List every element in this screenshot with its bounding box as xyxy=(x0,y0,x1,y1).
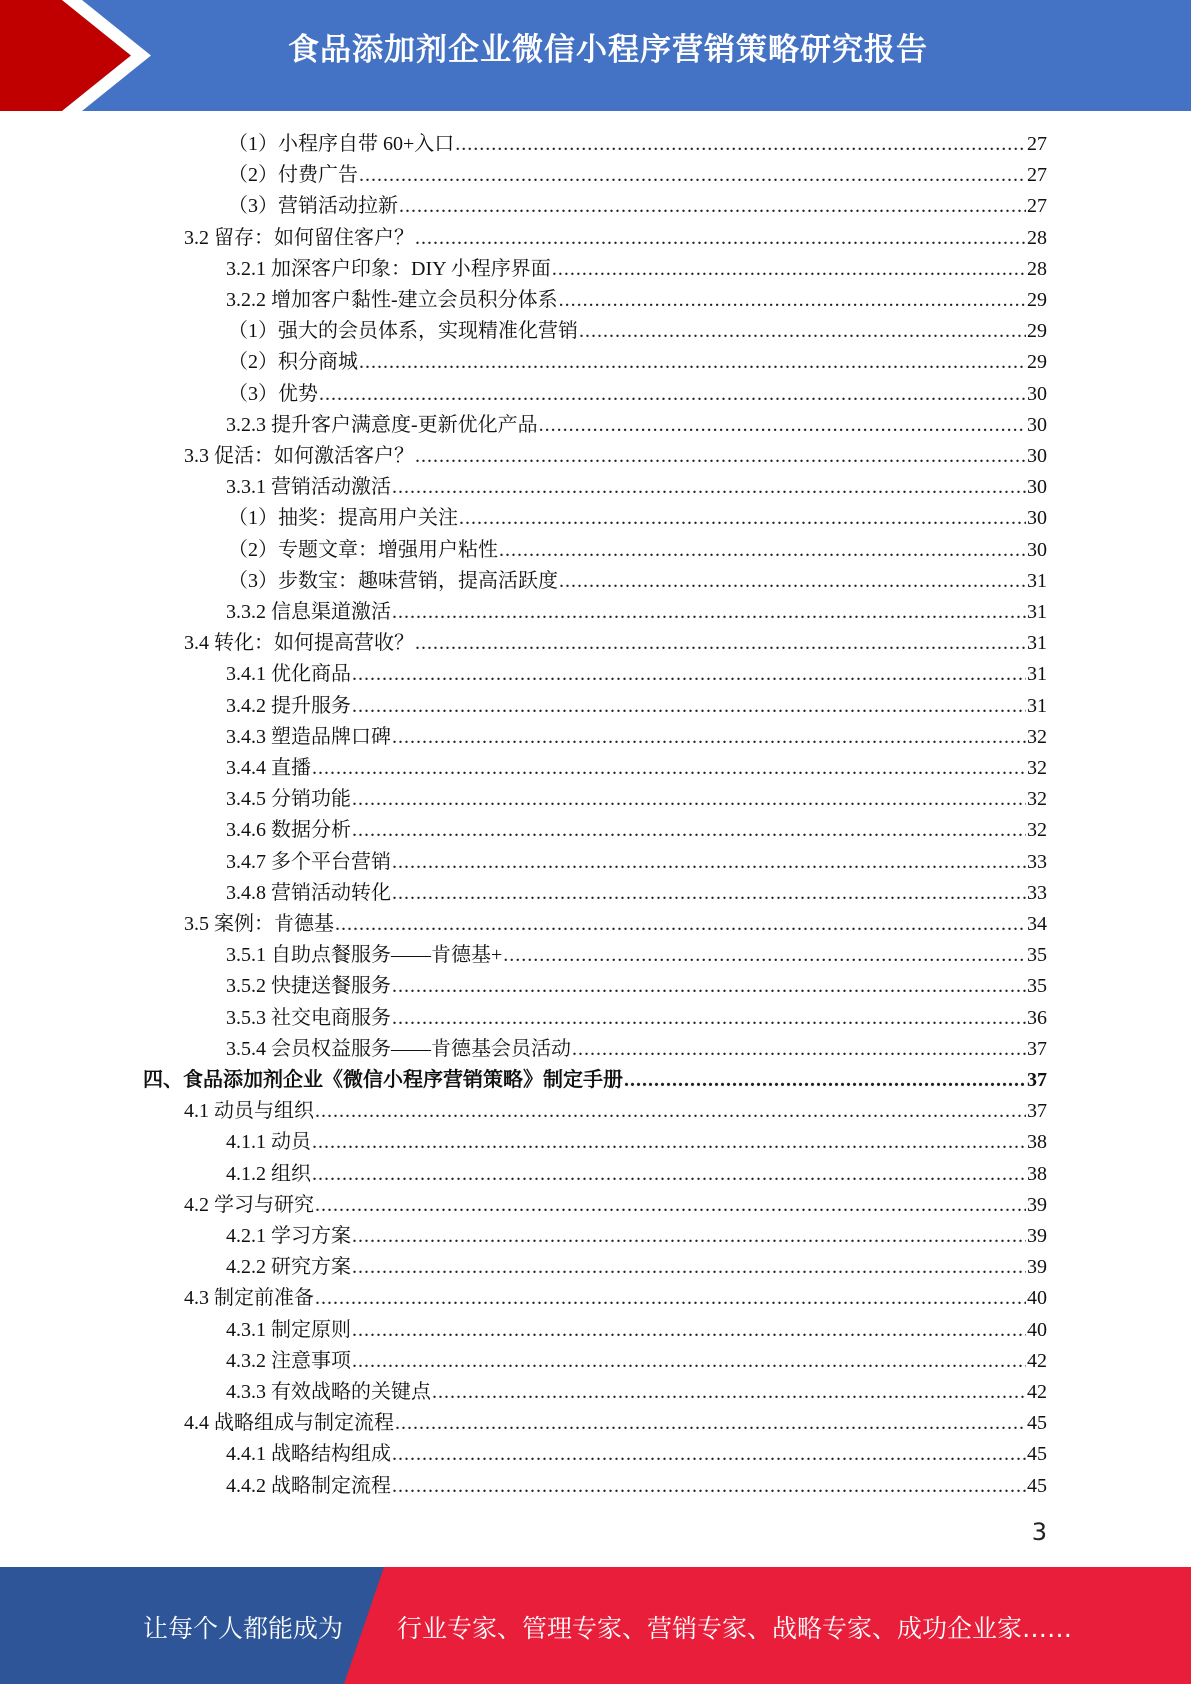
toc-entry[interactable] xyxy=(226,751,1047,782)
toc-entry-page: 30 xyxy=(1027,382,1047,405)
toc-leader-dots xyxy=(503,944,1026,967)
toc-entry-page: 31 xyxy=(1027,601,1047,623)
toc-leader-dots xyxy=(552,258,1026,281)
toc-entry-page: 29 xyxy=(1027,320,1047,343)
toc-entry-page: 27 xyxy=(1027,133,1047,155)
toc-entry-page: 29 xyxy=(1027,351,1047,374)
toc-entry-label: （2）付费广告 xyxy=(228,164,358,187)
toc-entry-label: 3.4.8 营销活动转化 xyxy=(226,881,391,904)
toc-entry-label: 3.5.2 快捷送餐服务 xyxy=(226,975,391,998)
toc-entry-label: 3.4.5 分销功能 xyxy=(226,788,351,811)
toc-entry-label: （1）强大的会员体系，实现精准化营销 xyxy=(228,320,578,343)
toc-entry[interactable] xyxy=(226,1469,1047,1500)
toc-entry-page: 42 xyxy=(1027,1381,1047,1403)
toc-entry[interactable] xyxy=(226,969,1047,1000)
toc-entry-label: 3.4.7 多个平台营销 xyxy=(226,850,391,873)
toc-entry-label: 3.4 转化：如何提高营收？ xyxy=(184,632,414,655)
toc-leader-dots xyxy=(315,1100,1026,1123)
toc-entry-page: 30 xyxy=(1027,476,1047,499)
toc-entry[interactable] xyxy=(184,626,1047,657)
toc-entry[interactable] xyxy=(226,252,1047,283)
toc-entry[interactable] xyxy=(226,1001,1047,1032)
toc-entry[interactable] xyxy=(226,1437,1047,1468)
report-title: 食品添加剂企业微信小程序营销策略研究报告 xyxy=(288,32,928,68)
toc-entry-page: 39 xyxy=(1027,1256,1047,1279)
toc-entry-page: 30 xyxy=(1027,538,1047,561)
toc-entry-page: 39 xyxy=(1027,1225,1047,1247)
page-header xyxy=(0,0,1191,111)
toc-entry-label: （1）小程序自带 60+入口 xyxy=(228,133,455,155)
toc-leader-dots xyxy=(415,632,1026,655)
toc-entry-page: 40 xyxy=(1027,1318,1047,1341)
toc-leader-dots xyxy=(312,1131,1026,1154)
toc-entry-page: 35 xyxy=(1027,944,1047,967)
toc-entry-page: 30 xyxy=(1027,445,1047,467)
toc-leader-dots xyxy=(319,383,1026,406)
toc-entry-label: （3）营销活动拉新 xyxy=(228,195,398,218)
toc-entry-page: 35 xyxy=(1027,975,1047,998)
toc-entry[interactable] xyxy=(226,595,1047,626)
toc-leader-dots xyxy=(499,539,1026,562)
toc-entry-label: 3.5.4 会员权益服务——肯德基会员活动 xyxy=(226,1037,571,1060)
toc-entry-page: 45 xyxy=(1027,1412,1047,1435)
toc-entry-page: 30 xyxy=(1027,507,1047,530)
toc-entry[interactable] xyxy=(226,813,1047,844)
toc-leader-dots xyxy=(312,1163,1026,1186)
toc-entry[interactable] xyxy=(226,657,1047,688)
toc-entry-label: 3.2 留存：如何留住客户？ xyxy=(184,226,414,249)
toc-entry-label: 3.3.1 营销活动激活 xyxy=(226,476,391,499)
toc-entry[interactable] xyxy=(184,1281,1047,1312)
toc-entry-label: （3）步数宝：趣味营销，提高活跃度 xyxy=(228,569,558,592)
toc-leader-dots xyxy=(455,133,1026,156)
toc-leader-dots xyxy=(572,1038,1026,1061)
toc-entry[interactable] xyxy=(226,876,1047,907)
toc-entry-label: （2）专题文章：增强用户粘性 xyxy=(228,538,498,561)
toc-entry[interactable] xyxy=(226,845,1047,876)
page-footer xyxy=(0,1567,1191,1684)
toc-entry-label: （2）积分商城 xyxy=(228,351,358,374)
toc-leader-dots xyxy=(315,1287,1026,1310)
toc-entry-label: 4.2.1 学习方案 xyxy=(226,1225,351,1247)
toc-leader-dots xyxy=(392,1475,1026,1498)
toc-entry[interactable] xyxy=(226,720,1047,751)
toc-entry-label: 4.1.2 组织 xyxy=(226,1162,311,1185)
toc-leader-dots xyxy=(624,1069,1026,1092)
toc-entry[interactable] xyxy=(226,782,1047,813)
toc-entry[interactable] xyxy=(226,1157,1047,1188)
toc-entry-label: （1）抽奖：提高用户关注 xyxy=(228,507,458,530)
toc-entry-page: 31 xyxy=(1027,663,1047,686)
toc-entry[interactable] xyxy=(184,1094,1047,1125)
toc-entry-page: 32 xyxy=(1027,819,1047,842)
toc-entry[interactable] xyxy=(226,1219,1047,1250)
toc-entry-page: 45 xyxy=(1027,1443,1047,1466)
toc-entry-page: 29 xyxy=(1027,289,1047,311)
toc-entry-page: 31 xyxy=(1027,694,1047,717)
toc-leader-dots xyxy=(392,851,1026,874)
toc-entry-page: 27 xyxy=(1027,164,1047,187)
toc-leader-dots xyxy=(359,164,1026,187)
toc-entry-page: 34 xyxy=(1027,913,1047,935)
toc-entry[interactable] xyxy=(226,408,1047,439)
toc-entry[interactable] xyxy=(228,314,1047,345)
toc-entry[interactable] xyxy=(228,501,1047,532)
toc-leader-dots xyxy=(539,414,1026,437)
toc-entry-page: 42 xyxy=(1027,1349,1047,1372)
toc-entry-page: 28 xyxy=(1027,257,1047,280)
toc-entry[interactable] xyxy=(228,345,1047,376)
toc-leader-dots xyxy=(392,1007,1026,1030)
toc-entry[interactable] xyxy=(228,377,1047,408)
toc-entry[interactable] xyxy=(226,689,1047,720)
toc-entry-page: 32 xyxy=(1027,757,1047,779)
toc-entry-page: 37 xyxy=(1027,1100,1047,1123)
toc-entry[interactable] xyxy=(226,283,1047,314)
toc-entry[interactable] xyxy=(228,158,1047,189)
toc-leader-dots xyxy=(392,476,1026,499)
toc-entry-label: 3.3.2 信息渠道激活 xyxy=(226,601,391,623)
toc-entry-label: 4.3 制定前准备 xyxy=(184,1287,314,1310)
toc-entry-label: 4.2 学习与研究 xyxy=(184,1193,314,1216)
toc-entry[interactable] xyxy=(184,907,1047,938)
toc-leader-dots xyxy=(579,320,1026,343)
toc-entry-page: 28 xyxy=(1027,226,1047,249)
toc-entry[interactable] xyxy=(143,1063,1047,1094)
footer-tagline: 行业专家、管理专家、营销专家、战略专家、成功企业家…… xyxy=(397,1614,1073,1643)
page-number: 3 xyxy=(1031,1518,1047,1546)
toc-entry-page: 32 xyxy=(1027,725,1047,748)
toc-entry[interactable] xyxy=(226,1032,1047,1063)
toc-entry-label: 四、食品添加剂企业《微信小程序营销策略》制定手册 xyxy=(143,1069,623,1091)
toc-entry[interactable] xyxy=(184,221,1047,252)
toc-entry-label: 3.2.1 加深客户印象：DIY 小程序界面 xyxy=(226,257,551,280)
toc-entry-label: 4.4 战略组成与制定流程 xyxy=(184,1412,394,1435)
toc-entry[interactable] xyxy=(228,127,1047,158)
toc-entry-page: 38 xyxy=(1027,1131,1047,1154)
toc-entry-label: 4.4.1 战略结构组成 xyxy=(226,1443,391,1466)
footer-slogan: 让每个人都能成为 xyxy=(143,1614,344,1643)
toc-leader-dots xyxy=(392,882,1026,905)
toc-entry[interactable] xyxy=(184,439,1047,470)
toc-leader-dots xyxy=(312,757,1026,780)
toc-entry-label: 4.3.2 注意事项 xyxy=(226,1349,351,1372)
toc-entry-page: 27 xyxy=(1027,195,1047,218)
toc-entry-label: 4.3.1 制定原则 xyxy=(226,1318,351,1341)
toc-entry-label: 4.3.3 有效战略的关键点 xyxy=(226,1381,431,1403)
toc-leader-dots xyxy=(352,1256,1026,1279)
toc-leader-dots xyxy=(459,507,1026,530)
toc-entry-label: 3.5 案例：肯德基 xyxy=(184,913,334,935)
toc-leader-dots xyxy=(352,819,1026,842)
toc-entry-label: 3.4.4 直播 xyxy=(226,757,311,779)
toc-leader-dots xyxy=(335,913,1026,936)
toc-entry-label: 4.1 动员与组织 xyxy=(184,1100,314,1123)
toc-leader-dots xyxy=(352,1350,1026,1373)
toc-leader-dots xyxy=(432,1381,1026,1404)
toc-leader-dots xyxy=(352,663,1026,686)
toc-entry-label: 3.2.2 增加客户黏性-建立会员积分体系 xyxy=(226,289,558,311)
toc-leader-dots xyxy=(392,601,1026,624)
toc-leader-dots xyxy=(392,1443,1026,1466)
toc-entry-page: 30 xyxy=(1027,413,1047,436)
toc-leader-dots xyxy=(415,227,1026,250)
toc-entry-page: 38 xyxy=(1027,1162,1047,1185)
toc-entry[interactable] xyxy=(184,1406,1047,1437)
toc-entry[interactable] xyxy=(226,1313,1047,1344)
toc-entry-label: 4.4.2 战略制定流程 xyxy=(226,1474,391,1497)
toc-entry-label: 3.4.2 提升服务 xyxy=(226,694,351,717)
toc-entry-page: 40 xyxy=(1027,1287,1047,1310)
toc-leader-dots xyxy=(392,975,1026,998)
toc-entry-page: 37 xyxy=(1027,1037,1047,1060)
toc-leader-dots xyxy=(559,289,1026,312)
toc-entry-label: 3.3 促活：如何激活客户？ xyxy=(184,445,414,467)
toc-entry[interactable] xyxy=(184,1188,1047,1219)
toc-entry-label: 3.5.3 社交电商服务 xyxy=(226,1006,391,1029)
toc-entry[interactable] xyxy=(228,564,1047,595)
toc-entry[interactable] xyxy=(228,189,1047,220)
toc-entry-page: 36 xyxy=(1027,1006,1047,1029)
toc-entry[interactable] xyxy=(226,1344,1047,1375)
toc-entry-page: 33 xyxy=(1027,850,1047,873)
toc-entry-page: 31 xyxy=(1027,569,1047,592)
toc-entry-label: 3.4.1 优化商品 xyxy=(226,663,351,686)
toc-leader-dots xyxy=(352,1319,1026,1342)
toc-entry-page: 37 xyxy=(1027,1069,1047,1091)
toc-entry[interactable] xyxy=(226,1250,1047,1281)
toc-entry-label: 3.4.6 数据分析 xyxy=(226,819,351,842)
toc-leader-dots xyxy=(359,351,1026,374)
toc-entry-label: 3.4.3 塑造品牌口碑 xyxy=(226,725,391,748)
toc-leader-dots xyxy=(395,1412,1026,1435)
toc-entry-label: 3.5.1 自助点餐服务——肯德基+ xyxy=(226,944,503,967)
toc-entry-page: 32 xyxy=(1027,788,1047,811)
toc-entry-label: 4.2.2 研究方案 xyxy=(226,1256,351,1279)
toc-leader-dots xyxy=(315,1194,1026,1217)
toc-leader-dots xyxy=(392,726,1026,749)
toc-entry-page: 33 xyxy=(1027,881,1047,904)
toc-leader-dots xyxy=(352,1225,1026,1248)
toc-entry[interactable] xyxy=(226,938,1047,969)
toc-entry[interactable] xyxy=(226,470,1047,501)
toc-entry-label: 4.1.1 动员 xyxy=(226,1131,311,1154)
toc-leader-dots xyxy=(399,195,1026,218)
toc-entry[interactable] xyxy=(226,1375,1047,1406)
toc-leader-dots xyxy=(559,570,1026,593)
toc-entry[interactable] xyxy=(226,1125,1047,1156)
toc-leader-dots xyxy=(352,695,1026,718)
toc-leader-dots xyxy=(415,445,1026,468)
toc-entry[interactable] xyxy=(228,533,1047,564)
toc-entry-page: 31 xyxy=(1027,632,1047,655)
toc-entry-page: 45 xyxy=(1027,1474,1047,1497)
toc-entry-label: （3）优势 xyxy=(228,382,318,405)
toc-entry-label: 3.2.3 提升客户满意度-更新优化产品 xyxy=(226,413,538,436)
toc-entry-page: 39 xyxy=(1027,1193,1047,1216)
toc-leader-dots xyxy=(352,788,1026,811)
